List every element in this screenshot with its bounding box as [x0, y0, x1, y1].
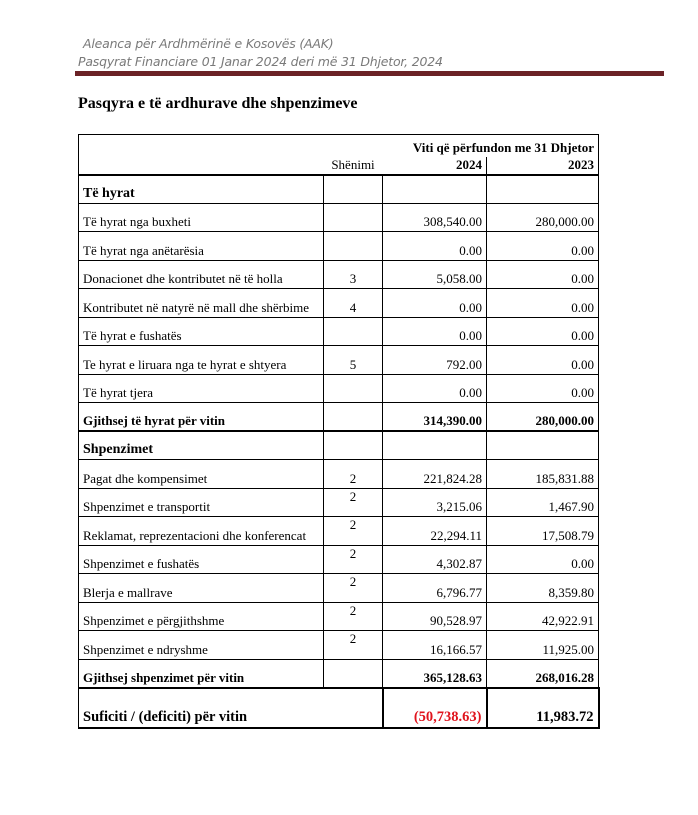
row-note: 2	[324, 517, 383, 546]
period-header: Viti që përfundon me 31 Dhjetor	[383, 135, 599, 157]
row-value-2023: 8,359.80	[487, 574, 599, 603]
row-value-2024: 3,215.06	[383, 488, 487, 517]
result-label: Suficiti / (deficiti) për vitin	[79, 688, 383, 728]
statement-title: Pasqyra e të ardhurave dhe shpenzimeve	[78, 95, 358, 112]
row-label: Blerja e mallrave	[79, 574, 324, 603]
row-value-2024: 0.00	[383, 374, 487, 403]
row-note: 4	[324, 289, 383, 318]
result-value-2024: (50,738.63)	[383, 688, 487, 728]
result-value-2023: 11,983.72	[487, 688, 599, 728]
row-value-2023: 0.00	[487, 545, 599, 574]
organization-name: Aleanca për Ardhmërinë e Kosovës (AAK)	[83, 36, 334, 51]
row-label: Donacionet dhe kontributet në të holla	[79, 260, 324, 289]
table-row	[79, 346, 599, 375]
row-value-2024: 4,302.87	[383, 545, 487, 574]
row-label: Pagat dhe kompensimet	[79, 460, 324, 489]
table-row	[79, 602, 599, 631]
header-rule	[75, 71, 664, 76]
row-note	[324, 374, 383, 403]
row-value-2024: 221,824.28	[383, 460, 487, 489]
result-row	[79, 688, 599, 728]
row-value-2023: 0.00	[487, 260, 599, 289]
row-note: 2	[324, 488, 383, 517]
row-label: Të hyrat nga anëtarësia	[79, 232, 324, 261]
table-row	[79, 203, 599, 232]
row-value-2024: 16,166.57	[383, 631, 487, 660]
row-label: Shpenzimet e përgjithshme	[79, 602, 324, 631]
header-row-period	[79, 135, 599, 157]
total-value-2023: 280,000.00	[487, 403, 599, 432]
row-value-2024: 6,796.77	[383, 574, 487, 603]
row-note: 5	[324, 346, 383, 375]
row-label: Të hyrat e fushatës	[79, 317, 324, 346]
row-value-2023: 11,925.00	[487, 631, 599, 660]
row-note: 2	[324, 574, 383, 603]
table-row	[79, 260, 599, 289]
row-value-2024: 5,058.00	[383, 260, 487, 289]
table-row	[79, 631, 599, 660]
income-total-row	[79, 403, 599, 432]
row-note: 2	[324, 545, 383, 574]
income-section-row	[79, 175, 599, 204]
row-note	[324, 203, 383, 232]
row-note: 2	[324, 602, 383, 631]
total-value-2024: 365,128.63	[383, 659, 487, 688]
expense-section-row	[79, 431, 599, 460]
row-label: Të hyrat tjera	[79, 374, 324, 403]
row-label: Shpenzimet e ndryshme	[79, 631, 324, 660]
table-row	[79, 232, 599, 261]
table-row	[79, 317, 599, 346]
row-value-2023: 0.00	[487, 346, 599, 375]
table-row	[79, 289, 599, 318]
expense-total-row	[79, 659, 599, 688]
row-label: Kontributet në natyrë në mall dhe shërbime	[79, 289, 324, 318]
table-row	[79, 460, 599, 489]
row-value-2024: 0.00	[383, 317, 487, 346]
row-note: 2	[324, 460, 383, 489]
row-value-2023: 1,467.90	[487, 488, 599, 517]
column-header-2023: 2023	[487, 157, 599, 175]
row-value-2023: 42,922.91	[487, 602, 599, 631]
row-value-2024: 0.00	[383, 232, 487, 261]
row-value-2023: 17,508.79	[487, 517, 599, 546]
row-value-2023: 0.00	[487, 232, 599, 261]
row-label: Shpenzimet e transportit	[79, 488, 324, 517]
row-label: Të hyrat nga buxheti	[79, 203, 324, 232]
table-row	[79, 517, 599, 546]
row-value-2024: 22,294.11	[383, 517, 487, 546]
row-label: Reklamat, reprezentacioni dhe konferencat	[79, 517, 324, 546]
table-row	[79, 545, 599, 574]
row-value-2023: 0.00	[487, 374, 599, 403]
row-value-2023: 0.00	[487, 289, 599, 318]
row-value-2023: 185,831.88	[487, 460, 599, 489]
section-heading: Të hyrat	[79, 175, 324, 204]
row-note	[324, 232, 383, 261]
row-note: 3	[324, 260, 383, 289]
column-header-2024: 2024	[383, 157, 487, 175]
row-value-2024: 0.00	[383, 289, 487, 318]
report-period: Pasqyrat Financiare 01 Janar 2024 deri më 31 Dhjetor, 2024	[78, 54, 443, 69]
income-expense-table	[78, 134, 600, 729]
row-value-2023: 0.00	[487, 317, 599, 346]
table-row	[79, 574, 599, 603]
row-value-2024: 792.00	[383, 346, 487, 375]
total-label: Gjithsej të hyrat për vitin	[79, 403, 324, 432]
table-row	[79, 374, 599, 403]
row-value-2024: 90,528.97	[383, 602, 487, 631]
header-row-columns	[79, 157, 599, 175]
total-value-2023: 268,016.28	[487, 659, 599, 688]
row-note	[324, 317, 383, 346]
row-note: 2	[324, 631, 383, 660]
row-value-2023: 280,000.00	[487, 203, 599, 232]
row-value-2024: 308,540.00	[383, 203, 487, 232]
total-value-2024: 314,390.00	[383, 403, 487, 432]
total-label: Gjithsej shpenzimet për vitin	[79, 659, 324, 688]
row-label: Te hyrat e liruara nga te hyrat e shtyera	[79, 346, 324, 375]
row-label: Shpenzimet e fushatës	[79, 545, 324, 574]
section-heading: Shpenzimet	[79, 431, 324, 460]
column-header-note: Shënimi	[324, 157, 383, 175]
table-row	[79, 488, 599, 517]
